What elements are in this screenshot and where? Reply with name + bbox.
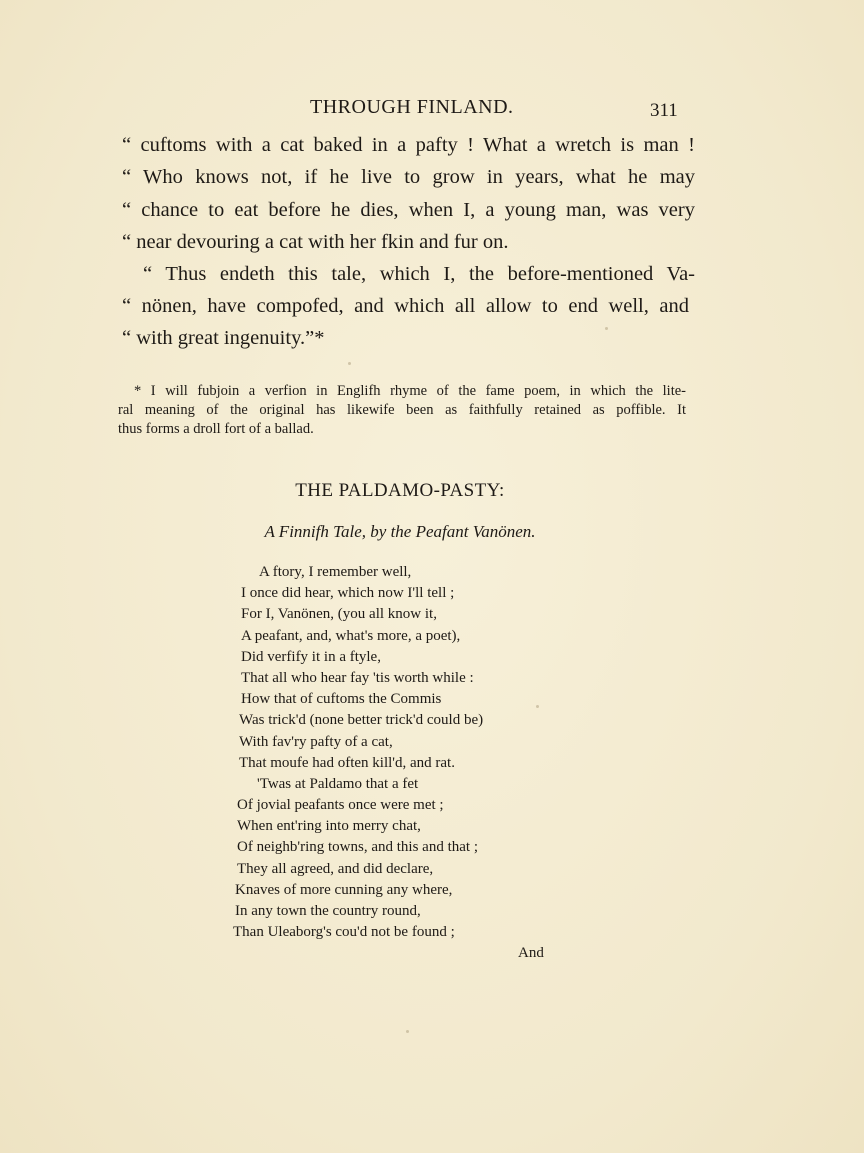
poem-line: I once did hear, which now I'll tell ; <box>241 585 455 602</box>
footnote <box>118 382 686 439</box>
paper-speck <box>348 362 351 365</box>
poem-line: A ftory, I remember well, <box>259 564 412 580</box>
body-line: “ Who knows not, if he live to grow in years, what he may <box>122 166 695 188</box>
poem-line: They all agreed, and did declare, <box>237 860 434 877</box>
poem-line: For I, Vanönen, (you all know it, <box>241 606 437 623</box>
poem-subtitle: A Finnifh Tale, by the Peafant Vanönen. <box>264 522 536 541</box>
paper-speck <box>406 1030 409 1033</box>
poem-line: Knaves of more cunning any where, <box>235 881 453 898</box>
body-line: “ near devouring a cat with her fkin and fur on. <box>122 231 509 253</box>
poem-line: How that of cuftoms the Commis <box>241 691 442 708</box>
body-line: “ nönen, have compofed, and which all allow to end well, and <box>122 295 689 317</box>
poem-body <box>233 562 553 943</box>
body-line: “ chance to eat before he dies, when I, a young man, was very <box>122 199 695 221</box>
body-line: “ Thus endeth this tale, which I, the before-mentioned Va- <box>143 263 695 285</box>
page-header <box>0 96 864 126</box>
poem-line: With fav'ry pafty of a cat, <box>239 733 393 750</box>
poem-line: That all who hear fay 'tis worth while : <box>241 669 474 686</box>
running-title: THROUGH FINLAND. <box>310 96 514 118</box>
poem-title: THE PALDAMO-PASTY: <box>295 480 505 501</box>
paper-speck <box>536 705 539 708</box>
poem-line: Than Uleaborg's cou'd not be found ; <box>233 924 455 941</box>
footnote-line: ral meaning of the original has likewife been as faithfully retained as poffible. It <box>118 402 686 418</box>
footnote-line: thus forms a droll fort of a ballad. <box>118 421 314 437</box>
poem-line: Was trick'd (none better trick'd could be) <box>239 712 484 729</box>
poem-line: A peafant, and, what's more, a poet), <box>241 627 461 644</box>
poem-line: Of jovial peafants once were met ; <box>237 797 444 814</box>
body-line: “ cuftoms with a cat baked in a pafty ! What a wretch is man ! <box>122 134 695 156</box>
poem-line: That moufe had often kill'd, and rat. <box>239 754 455 771</box>
footnote-line: * I will fubjoin a verfion in Englifh rhyme of the fame poem, in which the lite- <box>134 383 686 399</box>
poem-line: 'Twas at Paldamo that a fet <box>257 775 419 792</box>
poem-line: Did verfify it in a ftyle, <box>241 648 381 665</box>
poem-line: When ent'ring into merry chat, <box>237 818 421 835</box>
poem-line: In any town the country round, <box>235 903 421 919</box>
catchword: And <box>518 945 544 961</box>
page-number: 311 <box>650 100 678 121</box>
paper-speck <box>605 327 608 330</box>
body-line: “ with great ingenuity.”* <box>122 327 325 349</box>
poem-line: Of neighb'ring towns, and this and that ; <box>237 839 479 856</box>
